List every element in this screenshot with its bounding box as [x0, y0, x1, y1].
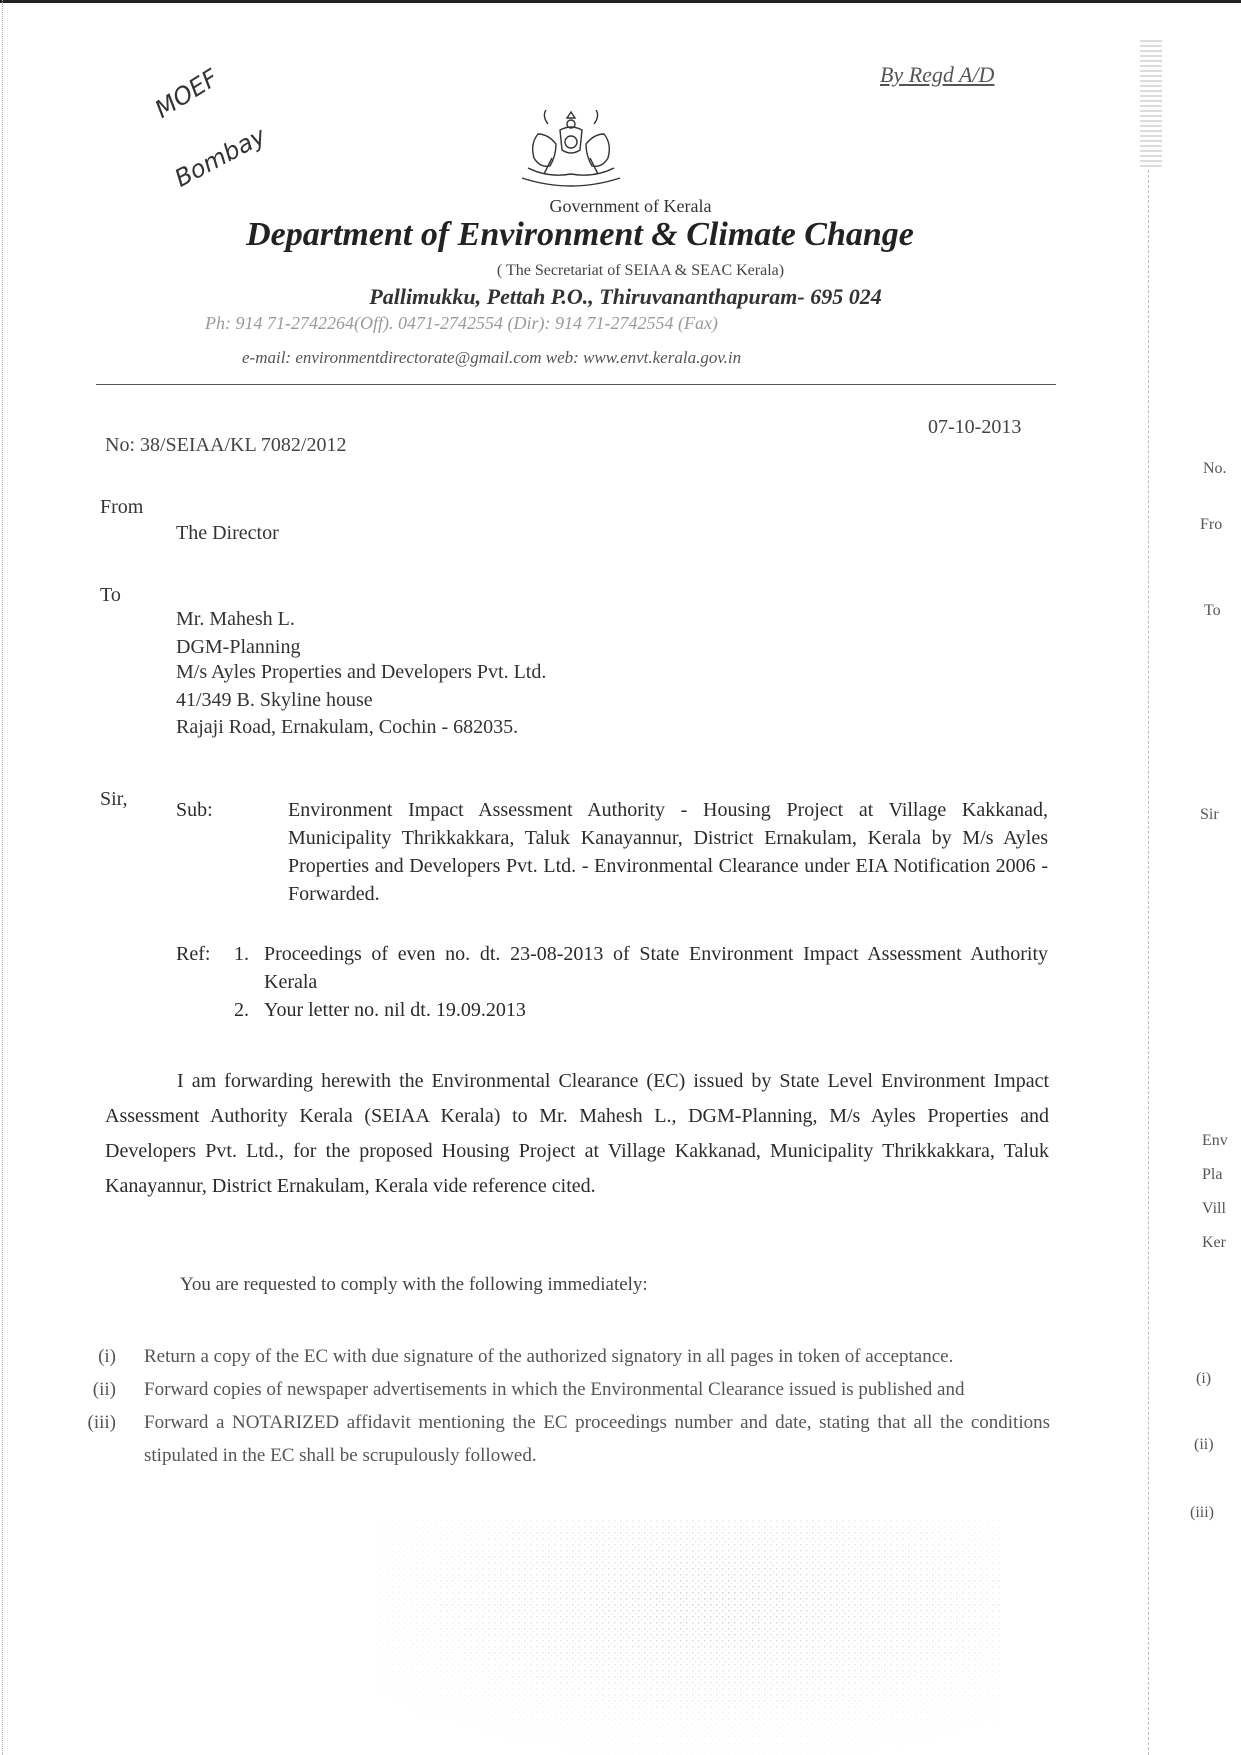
- compliance-list: [70, 1340, 1050, 1472]
- scan-noise: [380, 1520, 1000, 1755]
- handwritten-annotation: MOEF: [150, 63, 223, 124]
- subject-text: Environment Impact Assessment Authority - Housing Project at Village Kakkanad, Municipality Thrikkakkara, Taluk Kanayannur, District Ernakulam, Kerala by M/s Ayles Properties and Developers Pvt. Ltd. - Environmental Clearance under EIA Notification 2006 - Forwarded.: [288, 799, 1048, 905]
- item-text: Forward copies of newspaper advertisements in which the Environmental Clearance issued is published and: [144, 1379, 965, 1400]
- compliance-item: [70, 1373, 1050, 1406]
- body-paragraph: I am forwarding herewith the Environmental Clearance (EC) issued by State Level Environment Impact Assessment Authority Kerala (SEIAA Kerala) to Mr. Mahesh L., DGM-Planning, M/s Ayles Properties and Developers Pvt. Ltd., for the proposed Housing Project at Village Kakkanad, Municipality Thrikkakkara, Taluk Kanayannur, District Ernakulam, Kerala vide reference cited.: [105, 1070, 1049, 1197]
- delivery-note: By Regd A/D: [880, 62, 995, 87]
- salutation: Sir,: [100, 788, 128, 810]
- margin-fragment: (i): [1196, 1370, 1212, 1387]
- reference-number-1: 1.: [234, 943, 249, 965]
- phone-numbers: Ph: 914 71-2742264(Off). 0471-2742554 (Dir): 914 71-2742554 (Fax): [205, 313, 718, 333]
- reference-text: Your letter no. nil dt. 19.09.2013: [264, 999, 526, 1021]
- email-web: e-mail: environmentdirectorate@gmail.com web: www.envt.kerala.gov.in: [242, 348, 742, 367]
- reference-label: Ref:: [176, 943, 211, 965]
- margin-fragment: (ii): [1194, 1436, 1214, 1453]
- secretariat-note: ( The Secretariat of SEIAA & SEAC Kerala): [496, 262, 785, 279]
- margin-fragment: Pla: [1202, 1166, 1223, 1183]
- page-fold-line: [1148, 170, 1150, 1755]
- margin-fragment: Ker: [1202, 1234, 1226, 1251]
- references-block: [176, 940, 1048, 1024]
- government-name: Government of Kerala: [549, 196, 712, 216]
- subject-block: [176, 796, 1048, 908]
- recipient-line: 41/349 B. Skyline house: [176, 689, 373, 711]
- department-name: Department of Environment & Climate Change: [246, 216, 914, 253]
- item-number: (ii): [92, 1379, 116, 1400]
- subject-label: Sub:: [176, 799, 213, 821]
- margin-fragment: No.: [1203, 460, 1227, 477]
- item-text: Return a copy of the EC with due signature of the authorized signatory in all pages in token of acceptance.: [144, 1346, 954, 1367]
- compliance-item: [70, 1340, 1050, 1373]
- sender-name: The Director: [176, 522, 279, 544]
- reference-text: Proceedings of even no. dt. 23-08-2013 of State Environment Impact Assessment Authority Kerala: [264, 943, 1048, 993]
- kerala-emblem-icon: [508, 104, 634, 198]
- recipient-line: Mr. Mahesh L.: [176, 608, 295, 630]
- margin-fragment: To: [1204, 602, 1221, 619]
- compliance-item: [70, 1406, 1050, 1472]
- recipient-line: DGM-Planning: [176, 636, 301, 658]
- reference-item: [234, 940, 1048, 996]
- item-number: (iii): [87, 1412, 116, 1433]
- top-border: [0, 0, 1241, 3]
- margin-fragment: (iii): [1190, 1504, 1214, 1521]
- item-text: Forward a NOTARIZED affidavit mentioning the EC proceedings number and date, stating that all the conditions stipulated in the EC shall be scrupulously followed.: [144, 1412, 1050, 1466]
- margin-fragment: Fro: [1200, 516, 1223, 533]
- margin-fragment: Env: [1202, 1132, 1228, 1149]
- reference-number-2: 2.: [234, 999, 249, 1021]
- scan-artifact: [1140, 40, 1162, 170]
- header-divider: [96, 384, 1056, 385]
- margin-fragment: Sir: [1200, 806, 1219, 823]
- item-number: (i): [98, 1346, 116, 1367]
- from-label: From: [100, 496, 144, 518]
- handwritten-annotation-2: Bombay: [170, 121, 271, 193]
- reference-number: No: 38/SEIAA/KL 7082/2012: [105, 434, 347, 456]
- recipient-line: M/s Ayles Properties and Developers Pvt. Ltd.: [176, 661, 547, 683]
- reference-item: [234, 996, 1048, 1024]
- recipient-line: Rajaji Road, Ernakulam, Cochin - 682035.: [176, 716, 519, 738]
- margin-fragment: Vill: [1202, 1200, 1226, 1217]
- to-label: To: [100, 584, 121, 606]
- compliance-request: You are requested to comply with the following immediately:: [180, 1274, 648, 1295]
- letter-date: 07-10-2013: [928, 416, 1022, 438]
- office-address: Pallimukku, Pettah P.O., Thiruvananthapuram- 695 024: [369, 284, 882, 309]
